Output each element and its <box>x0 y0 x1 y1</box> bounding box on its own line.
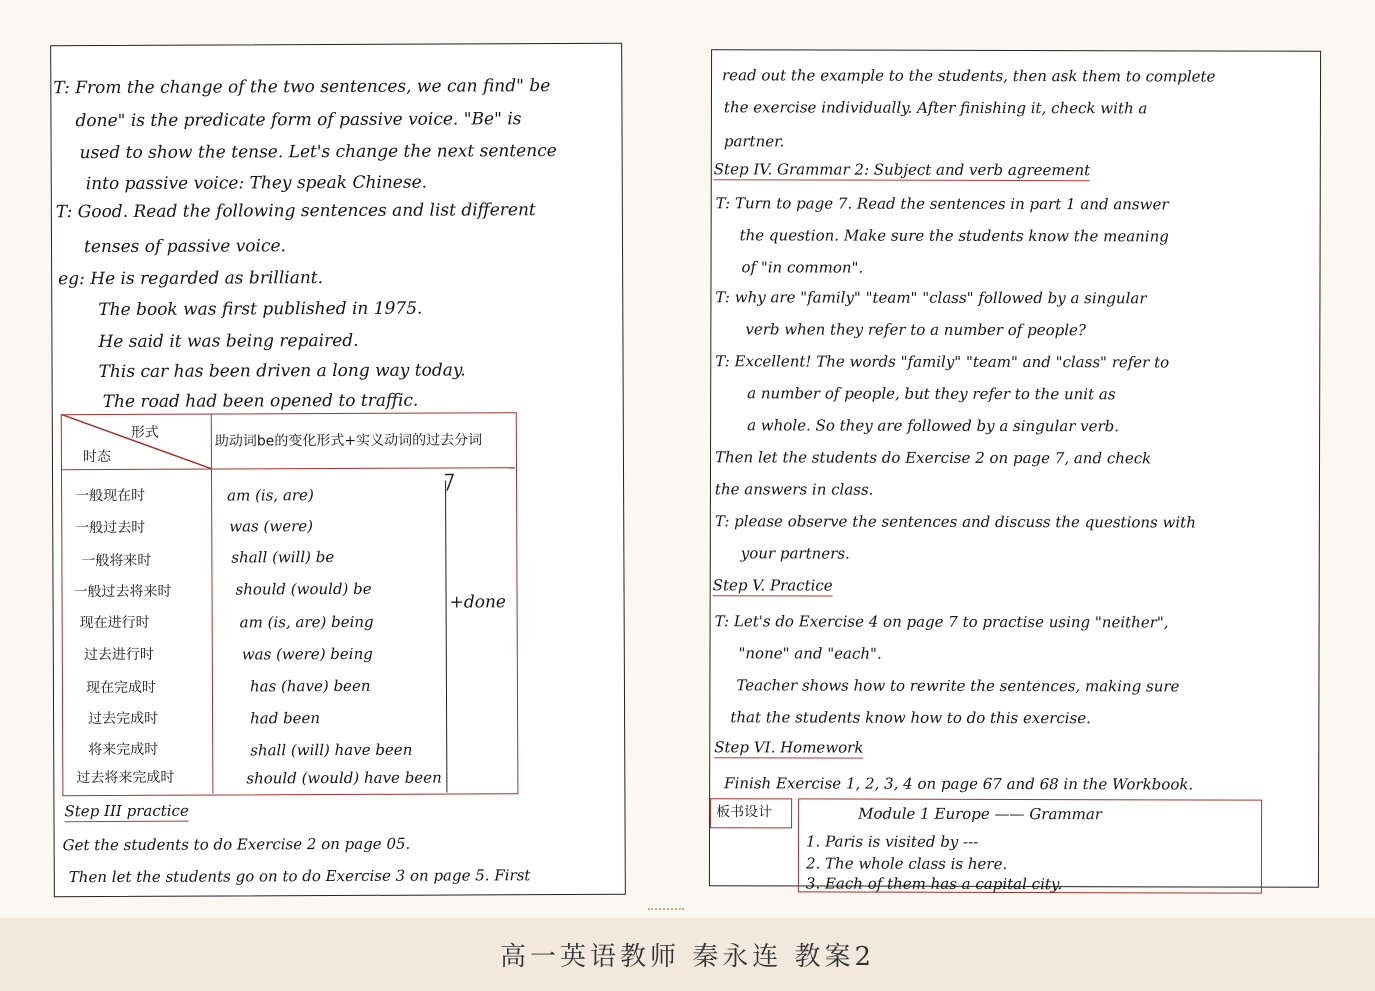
text-line: your partners. <box>740 544 850 563</box>
text-line: partner. <box>723 132 785 151</box>
text-line: T: Good. Read the following sentences and list different <box>55 200 536 223</box>
text-line: of "in common". <box>741 258 864 277</box>
text-line: T: Excellent! The words "family" "team" and "class" refer to <box>715 352 1170 372</box>
table-form-cell: am (is, are) being <box>239 612 374 632</box>
text-line: verb when they refer to a number of people? <box>745 320 1086 340</box>
table-form-cell: should (would) have been <box>246 768 442 788</box>
text-line: a whole. So they are followed by a singular verb. <box>747 416 1120 436</box>
bracket-hook <box>441 472 457 492</box>
table-header-rule-text: 助动词be的变化形式+实义动词的过去分词 <box>214 432 483 450</box>
text-line: that the students know how to do this exercise. <box>730 708 1091 728</box>
right-page <box>709 49 1321 894</box>
text-line: This car has been driven a long way today. <box>98 360 466 383</box>
table-form-cell: was (were) being <box>241 644 373 664</box>
text-line: Finish Exercise 1, 2, 3, 4 on page 67 and 68 in the Workbook. <box>724 774 1194 794</box>
text-line: Then let the students do Exercise 2 on page 7, and check <box>715 448 1152 468</box>
text-line: into passive voice: They speak Chinese. <box>85 172 428 195</box>
text-line: the answers in class. <box>714 480 874 499</box>
table-tense-cell: 一般过去时 <box>75 519 146 537</box>
text-line: tenses of passive voice. <box>83 236 286 258</box>
text-line: T: please observe the sentences and discuss the questions with <box>714 512 1196 532</box>
bracket-label: +done <box>449 592 506 613</box>
table-form-cell: shall (will) have been <box>250 740 413 760</box>
board-design-label: 板书设计 <box>716 804 773 821</box>
text-line: He said it was being repaired. <box>98 330 359 353</box>
table-form-cell: shall (will) be <box>231 548 335 567</box>
scan-dots <box>648 908 684 914</box>
table-tense-cell: 现在进行时 <box>79 614 150 632</box>
text-line: The road had been opened to traffic. <box>102 390 419 413</box>
table-tense-cell: 过去将来完成时 <box>76 769 175 787</box>
text-line: Then let the students go on to do Exercise 3 on page 5. First <box>68 866 531 887</box>
table-form-cell: was (were) <box>229 517 314 536</box>
table-form-cell: am (is, are) <box>227 486 314 505</box>
board-title: Module 1 Europe —— Grammar <box>858 804 1103 824</box>
text-line: the question. Make sure the students know the meaning <box>739 226 1169 246</box>
text-line: a number of people, but they refer to the unit as <box>747 384 1116 404</box>
text-line: done" is the predicate form of passive voice. "Be" is <box>75 109 522 132</box>
text-line: used to show the tense. Let's change the next sentence <box>79 141 557 164</box>
table-tense-cell: 将来完成时 <box>88 741 159 759</box>
text-line: The book was first published in 1975. <box>98 298 423 321</box>
text-line: T: why are "family" "team" "class" followed by a singular <box>715 288 1147 308</box>
table-form-cell: should (would) be <box>235 579 372 599</box>
text-line: Teacher shows how to rewrite the sentences, making sure <box>736 676 1180 696</box>
board-item: 1. Paris is visited by --- <box>805 832 979 851</box>
table-tense-cell: 一般将来时 <box>81 552 152 570</box>
text-line: "none" and "each". <box>738 644 882 663</box>
text-line: T: Let's do Exercise 4 on page 7 to practise using "neither", <box>714 612 1169 632</box>
step-heading: Step III practice <box>64 801 189 821</box>
left-page <box>50 43 626 897</box>
table-tense-cell: 一般过去将来时 <box>73 583 172 601</box>
board-item: 2. The whole class is here. <box>805 854 1008 873</box>
step-heading: Step V. Practice <box>712 576 833 595</box>
text-line: T: Turn to page 7. Read the sentences in part 1 and answer <box>715 194 1169 214</box>
step-heading: Step VI. Homework <box>714 738 864 757</box>
table-tense-cell: 过去进行时 <box>83 646 154 664</box>
page-caption: 高一英语教师 秦永连 教案2 <box>499 942 876 972</box>
text-line: read out the example to the students, then ask them to complete <box>722 66 1216 86</box>
text-line: eg: He is regarded as brilliant. <box>58 268 324 290</box>
table-tense-cell: 过去完成时 <box>88 710 159 728</box>
text-line: the exercise individually. After finishing it, check with a <box>723 98 1148 118</box>
step-heading: Step IV. Grammar 2: Subject and verb agreement <box>713 160 1091 180</box>
table-form-cell: had been <box>250 709 321 728</box>
table-form-cell: has (have) been <box>249 676 371 696</box>
table-header-tense: 时态 <box>82 448 111 466</box>
text-line: Get the students to do Exercise 2 on page 05. <box>62 834 411 855</box>
text-line: T: From the change of the two sentences, we can find" be <box>53 76 551 99</box>
board-item: 3. Each of them has a capital city. <box>805 874 1063 894</box>
table-tense-cell: 现在完成时 <box>85 679 156 697</box>
table-header-form: 形式 <box>130 424 159 441</box>
table-tense-cell: 一般现在时 <box>75 487 146 505</box>
